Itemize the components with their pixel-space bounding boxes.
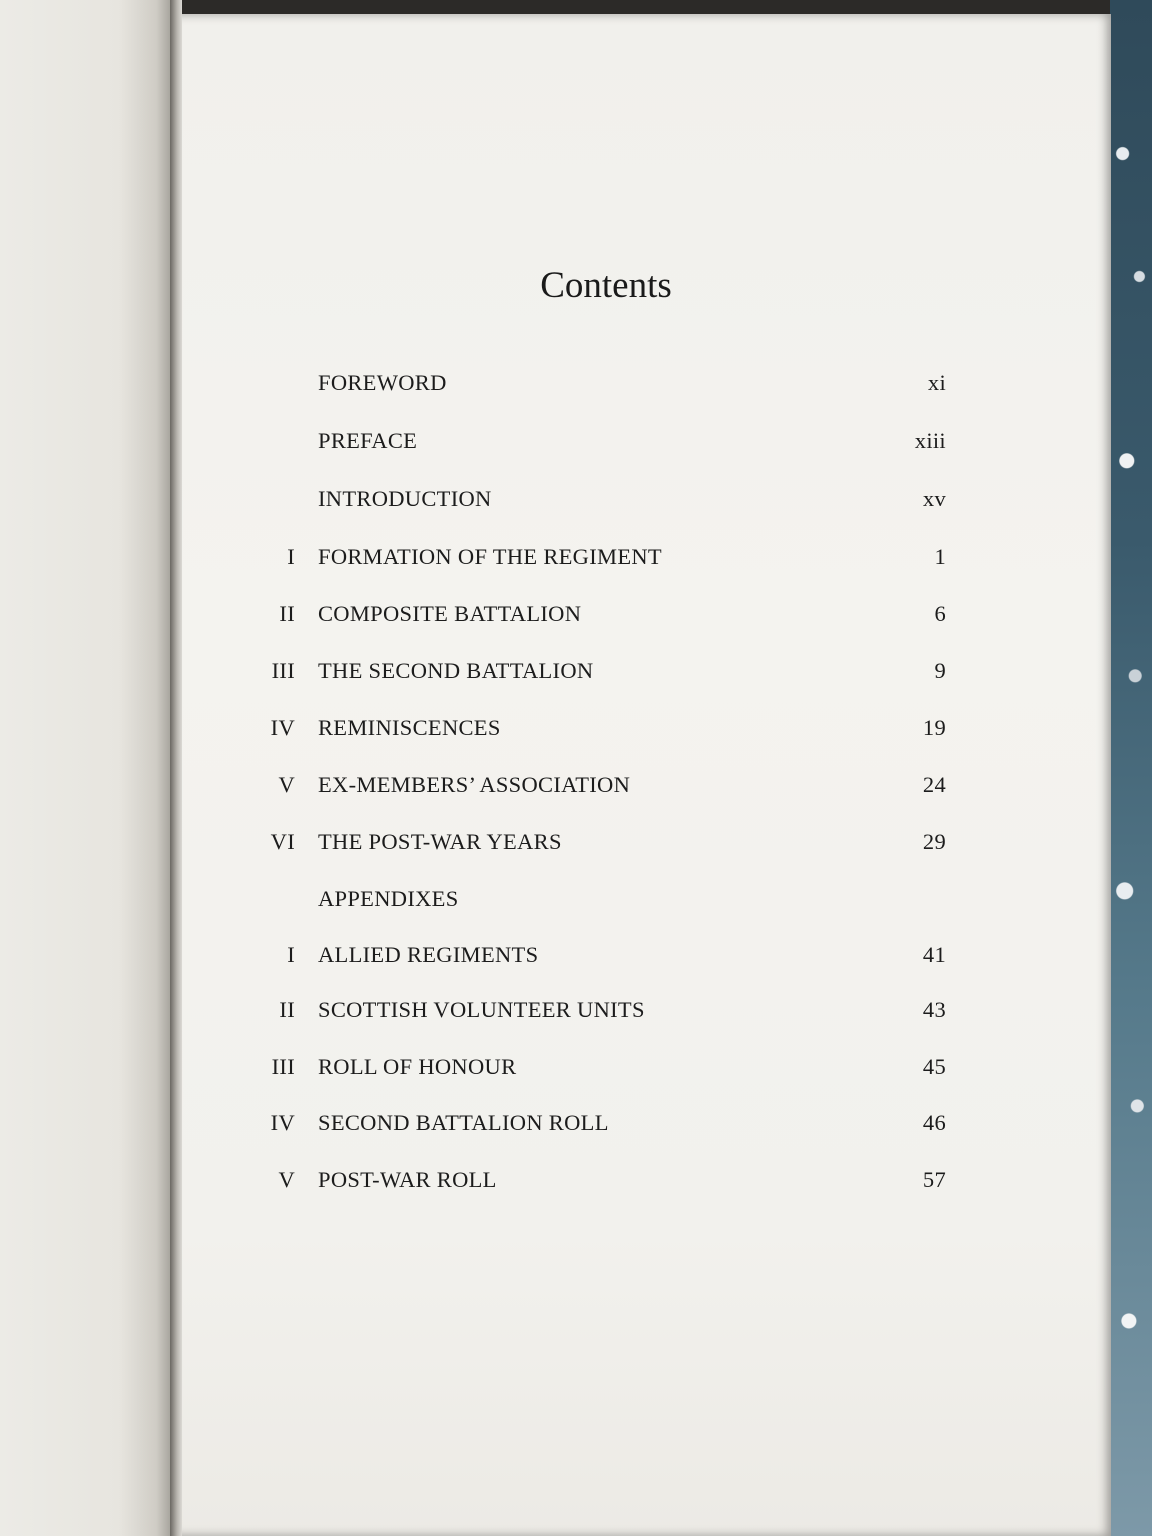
table-of-contents	[176, 0, 1111, 1536]
toc-entry-page: xv	[922, 486, 946, 511]
toc-entry-label: INTRODUCTION	[318, 486, 492, 511]
toc-entry-introduction	[176, 486, 1111, 520]
toc-entry-label: THE POST-WAR YEARS	[318, 829, 562, 854]
toc-entry-label: POST-WAR ROLL	[318, 1167, 497, 1192]
toc-entry-label: SCOTTISH VOLUNTEER UNITS	[318, 997, 645, 1022]
toc-entry-page: 41	[922, 942, 946, 967]
toc-entry-number: V	[278, 772, 295, 797]
toc-entry-volunteer-units	[176, 997, 1111, 1031]
toc-entry-page: 9	[934, 658, 946, 683]
toc-entry-ex-members	[176, 772, 1111, 806]
toc-entry-page: 29	[922, 829, 946, 854]
toc-entry-preface	[176, 428, 1111, 462]
toc-entry-composite	[176, 601, 1111, 635]
toc-entry-label: ALLIED REGIMENTS	[318, 942, 539, 967]
toc-entry-page: 1	[934, 544, 946, 569]
toc-entry-label: FOREWORD	[318, 370, 447, 395]
toc-entry-post-war-years	[176, 829, 1111, 863]
toc-entry-label: COMPOSITE BATTALION	[318, 601, 582, 626]
toc-entry-number: V	[278, 1167, 295, 1192]
toc-entry-label: APPENDIXES	[318, 886, 459, 911]
toc-entry-reminiscences	[176, 715, 1111, 749]
toc-entry-foreword	[176, 370, 1111, 404]
page-title: Contents	[540, 265, 672, 306]
toc-entry-roll-of-honour	[176, 1054, 1111, 1088]
toc-entry-number: II	[279, 997, 295, 1022]
toc-entry-page: 6	[934, 601, 946, 626]
toc-entry-label: FORMATION OF THE REGIMENT	[318, 544, 662, 569]
toc-entry-formation	[176, 544, 1111, 578]
toc-entry-page: 57	[922, 1167, 946, 1192]
toc-entry-page: 19	[922, 715, 946, 740]
toc-entry-post-war-roll	[176, 1167, 1111, 1201]
toc-entry-number: IV	[270, 715, 295, 740]
toc-entry-number: I	[287, 942, 295, 967]
toc-entry-label: REMINISCENCES	[318, 715, 501, 740]
toc-entry-label: ROLL OF HONOUR	[318, 1054, 517, 1079]
toc-entry-second-battalion	[176, 658, 1111, 692]
toc-entry-page: 43	[922, 997, 946, 1022]
toc-entry-label: PREFACE	[318, 428, 418, 453]
toc-entry-page: xiii	[914, 428, 946, 453]
toc-entry-label: THE SECOND BATTALION	[318, 658, 594, 683]
toc-entry-label: EX-MEMBERS’ ASSOCIATION	[318, 772, 631, 797]
toc-entry-page: 45	[922, 1054, 946, 1079]
toc-entry-number: I	[287, 544, 295, 569]
facing-page	[0, 0, 170, 1536]
book-cover-edge	[1110, 0, 1152, 1536]
toc-entry-page: 24	[922, 772, 946, 797]
toc-entry-number: III	[271, 1054, 295, 1079]
toc-entry-page: xi	[927, 370, 946, 395]
toc-entry-allied-regiments	[176, 942, 1111, 976]
toc-entry-second-battalion-roll	[176, 1110, 1111, 1144]
toc-entry-appendixes	[176, 886, 1111, 920]
toc-entry-number: II	[279, 601, 295, 626]
toc-entry-page: 46	[922, 1110, 946, 1135]
toc-entry-number: IV	[270, 1110, 295, 1135]
toc-entry-label: SECOND BATTALION ROLL	[318, 1110, 609, 1135]
toc-entry-number: III	[271, 658, 295, 683]
toc-entry-number: VI	[270, 829, 295, 854]
